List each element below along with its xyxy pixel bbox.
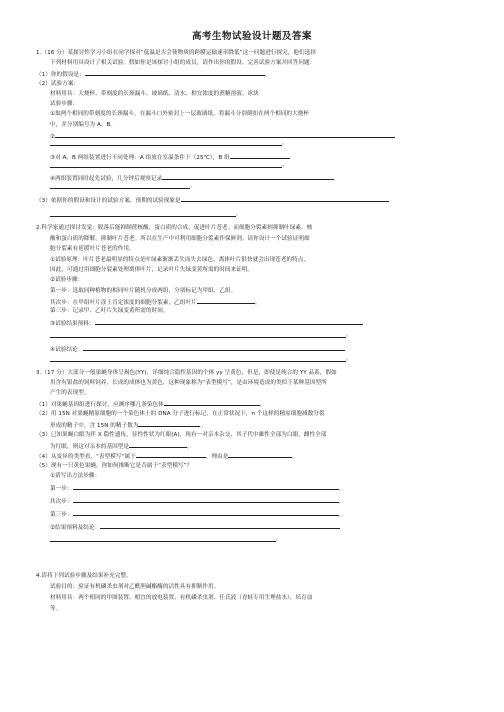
q1-step3-blank[interactable] xyxy=(230,153,290,159)
q2-line-3: 胞分裂素有延缓叶片苍老的作用。 xyxy=(50,246,135,252)
q3-step2-blank[interactable] xyxy=(73,497,339,503)
q1-step4: ④两组装置同时起先试验，几分钟后观察记录 xyxy=(50,174,334,183)
q1-prediction-blank-2[interactable] xyxy=(50,216,236,217)
q4-line-4: 等。 xyxy=(50,606,62,612)
q2-line-5: 因此，可通过用细胞分裂素处理离体叶片，记录叶片失绿变黄所需的时间来证明。 xyxy=(50,267,254,273)
q1-step4-blank-2[interactable] xyxy=(50,188,190,189)
q1-line-5: 材料用具：大烧杯、带刻度的长颈漏斗、玻璃纸、清水、相宜浓度的蔗糖溶液、冰块 xyxy=(50,91,259,97)
q3-line-11: ①请写出方法步骤： xyxy=(50,473,101,479)
q4-line-2: 试验目的：验证有机磷杀虫剂对乙酰胆碱酯酶的活性具有抑制作用。 xyxy=(50,584,220,590)
q1-step4-blank[interactable] xyxy=(162,174,334,180)
q3-genotype-blank[interactable] xyxy=(129,442,187,448)
q3-variation-blank[interactable] xyxy=(136,452,206,458)
q3-line-10: （5）现有一只黄色果蝇，你如何推断它是否属于“表型模写”？ xyxy=(36,463,193,469)
q2-line-8: 其次步：在甲组叶片涂上肯定浓度的细胞分裂素，乙组叶片 。 xyxy=(50,300,261,306)
q3-step3: 第三步： 。 xyxy=(50,512,345,518)
q4-line-3: 材料用具：两个相同的甲图装置、相宜的放电装置、有机磷杀虫剂、任氏液（青蛙专用生理盐水）、培育皿 xyxy=(50,595,313,601)
q1-hypothesis-blank[interactable] xyxy=(85,70,265,76)
q2-line-2: 酸和蛋白质的降解，抑制叶片苍老。所以在生产中可利用细胞分裂素作保鲜剂。请你设计一个试验证明细 xyxy=(50,236,310,242)
q1-step3: ③对 A、B 两组装置进行不同处理：A 组放在室温条件下（25℃），B 组 xyxy=(50,153,290,162)
q3-results: ②结果预料及结论： xyxy=(50,523,340,532)
q3-chromosome-blank[interactable] xyxy=(164,400,260,406)
q1-line-4: （2）试验方案： xyxy=(36,81,80,87)
q1-step2-blank-2[interactable] xyxy=(50,145,282,146)
q1-line-1: 1.（16 分）某探讨性学习小组在同学探对“低温是否会使物质的跨膜运输速率降低”这一问题进行探究，他们选择 xyxy=(36,50,316,56)
q2-line-7: 第一步：选取同种植物的相同叶片随机分成两组，分别标记为甲组、乙组。 xyxy=(50,288,237,294)
q2-step2-blank[interactable] xyxy=(197,298,255,304)
q2-results-blank-2[interactable] xyxy=(50,337,346,338)
q1-prediction-blank[interactable] xyxy=(181,196,389,202)
q3-line-7: （3）已知果蝇白眼为伴 X 隐性遗传，显性性状为红眼(A)，现有一对亲本杂交，其子代中雄性全部为白眼，雌性全部 xyxy=(36,432,327,438)
q3-results-blank[interactable] xyxy=(100,523,340,529)
q2-conclusion: ④试验结论： xyxy=(50,345,345,354)
q1-line-8: 中，并分别编号为 A、B。 xyxy=(50,122,117,128)
q3-line-1: 3.（17 分）大部分一般果蝇身体呈褐色(YY)，详细纯合隐性基因的个体 yy 呈黄色，但是，即使是纯合的 YY 品系，假如 xyxy=(36,370,337,376)
q3-line-4: （1）对果蝇基因组进行探讨，应测序哪几条染色体 。 xyxy=(36,402,266,408)
q2-line-4: ①试验原理：叶片苍老最明显的特点是叶绿素渐渐丢失而失去绿色，离体叶片很快就会出现苍老的特点， xyxy=(50,257,310,263)
q1-step2: ② xyxy=(50,132,395,141)
q2-line-6: ②试验步骤： xyxy=(50,277,84,283)
q1-prediction: （3）依据你的假设和设计的试验方案，预期的试验现象是 xyxy=(36,196,389,205)
q1-line-7: ①取两个相同的带刻度的长颈漏斗，在漏斗口外密封上一层玻璃纸，将漏斗分别倒扣在两个相同的大烧杯 xyxy=(50,111,310,117)
q3-line-9: （4）从变异的类型看，“表型模写”属于 ，理由是 。 xyxy=(36,454,299,460)
q3-line-5: （2）用 15N 对果蝇精原细胞的一个染色体上的 DNA 分子进行标记，在正常状况下，n 个这样的精原细胞减数分裂 xyxy=(36,411,325,417)
q3-line-8: 为红眼，则这对亲本的基因型是 。 xyxy=(50,444,193,450)
q1-step3-blank-2[interactable] xyxy=(50,167,282,168)
q2-line-1: 2.科学家通过探讨发觉：脱落后能抑制蔗核酸、蛋白质的合成，促进叶片苍老。而细胞分裂素则抑制叶绿素、核 xyxy=(36,225,313,231)
q2-conclusion-blank[interactable] xyxy=(83,345,345,351)
q3-step1-blank[interactable] xyxy=(73,484,339,490)
document-page: 高考生物试验设计题及答案 1.（16 分）某探讨性学习小组在同学探对“低温是否会使物质的跨膜运输速率降低”这一问题进行探究，他们选择 下列材料用具设计了相关试验。假如你是该探讨小组的成员，请作出你的假设、完善试验方案并回答问题： （1）你的假设是： 。 （2）试验方案： 材料用具：大烧杯、带刻度的长颈漏斗、玻璃纸、清水、相宜浓度的蔗糖溶液、冰块 试验步骤： ①取两个相同的带刻度的长颈漏斗，在漏斗口外密封上一层玻璃纸，将漏斗分别倒扣在两个相同的大烧杯 中，并分别编号为 A、B。 ② 。 ③对 A、B 两组装置进行不同处理：A 组放在室温条件下（25℃），B 组 。 ④两组装置同时起先试验，几分钟后观察记录 。 （3）依据你的假设和设计的试验方案，预期的试验现象是 。 2.科学家通过探讨发觉：脱落后能抑制蔗核酸、蛋白质的合成，促进叶片苍老。而细胞分裂素则抑制叶绿素、核 酸和蛋白质的降解，抑制叶片苍老。所以在生产中可利用细胞分裂素作保鲜剂。请你设计一个试验证明细 胞分裂素有延缓叶片苍老的作用。 ①试验原理：叶片苍老最明显的特点是叶绿素渐渐丢失而失去绿色，离体叶片很快就会出现苍老的特点， 因此，可通过用细胞分裂素处理离体叶片，记录叶片失绿变黄所需的时间来证明。 ②试验步骤： 第一步：选取同种植物的相同叶片随机分成两组，分别标记为甲组、乙组。 其次步：在甲组叶片涂上肯定浓度的细胞分裂素，乙组叶片 。 第三步：记录甲、乙叶片失绿变黄所需的时间。 ③试验结果预料： 。 ④试验结论： 。 3.（17 分）大部分一般果蝇身体呈褐色(YY)，详细纯合隐性基因的个体 yy 呈黄色，但是，即使是纯合的 YY 品系，假如 用含有银盐的饲料饲养，长成的成体也为黄色，这种现象称为“表型模写”，是由环境造成的类似于某种基因型所 产生的表现型。 （1）对果蝇基因组进行探讨，应测序哪几条染色体 。 （2）用 15N 对果蝇精原细胞的一个染色体上的 DNA 分子进行标记，在正常状况下，n 个这样的精原细胞减数分裂 形成的精子中，含 15N 的精子数为 。 （3）已知果蝇白眼为伴 X 隐性遗传，显性性状为红眼(A)，现有一对亲本杂交，其子代中雄性全部为白眼，雌性全部 为红眼，则这对亲本的基因型是 。 （4）从变异的类型看，“表型模写”属于 ，理由是 。 （5）现有一只黄色果蝇，你如何推断它是否属于“表型模写”？ ①请写出方法步骤： 第一步： 。 其次步： 。 第三步： 。 ②结果预料及结论： 。 4.请将下列试验步骤及结果补充完整。 试验目的：验证有机磷杀虫剂对乙酰胆碱酯酶的活性具有抑制作用。 材料用具：两个相同的甲图装置、相宜的放电装置、有机磷杀虫剂、任氏液（青蛙专用生理盐水）、培育皿 等。 xyxy=(0,0,504,712)
q3-step1: 第一步： 。 xyxy=(50,486,345,492)
q2-conclusion-blank-2[interactable] xyxy=(50,361,346,362)
q3-line-2: 用含有银盐的饲料饲养，长成的成体也为黄色，这种现象称为“表型模写”，是由环境造成的类似于某种基因型所 xyxy=(50,380,327,386)
q1-line-2: 下列材料用具设计了相关试验。假如你是该探讨小组的成员，请作出你的假设、完善试验方案并回答问题： xyxy=(50,60,316,66)
q2-results-blank[interactable] xyxy=(95,319,363,325)
q1-step2-blank[interactable] xyxy=(55,132,395,138)
q2-results: ③试验结果预料： xyxy=(50,319,363,328)
q3-step2: 其次步： 。 xyxy=(50,499,345,505)
document-title: 高考生物试验设计题及答案 xyxy=(191,31,312,42)
q1-line-6: 试验步骤： xyxy=(50,101,79,107)
q3-sperm-blank[interactable] xyxy=(138,421,200,427)
q3-line-3: 产生的表现型。 xyxy=(50,390,90,396)
q3-reason-blank[interactable] xyxy=(228,452,292,458)
q3-step3-blank[interactable] xyxy=(73,510,339,516)
q1-hypothesis-label: （1）你的假设是： 。 xyxy=(36,72,271,78)
q3-line-6: 形成的精子中，含 15N 的精子数为 。 xyxy=(50,423,207,429)
q2-line-9: 第三步：记录甲、乙叶片失绿变黄所需的时间。 xyxy=(50,308,169,314)
q3-results-blank-2[interactable] xyxy=(50,541,276,542)
q4-line-1: 4.请将下列试验步骤及结果补充完整。 xyxy=(36,573,132,579)
